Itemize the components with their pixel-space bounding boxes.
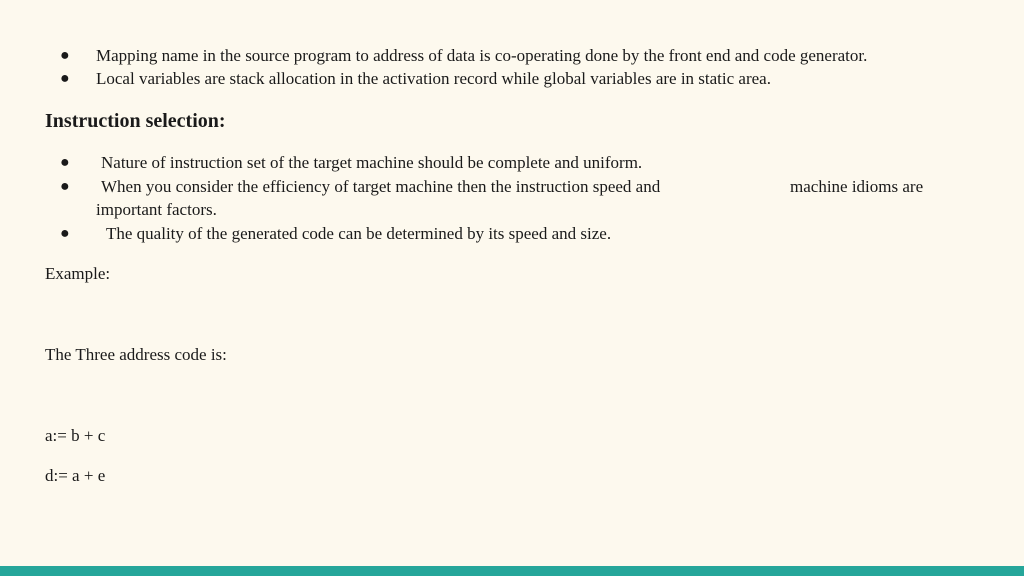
bullet-marker: ● (60, 70, 70, 87)
bottom-accent-bar (0, 566, 1024, 576)
bullet-marker: ● (60, 154, 70, 171)
bullet-marker: ● (60, 47, 70, 64)
three-address-label: The Three address code is: (45, 345, 227, 364)
bullet-marker: ● (60, 225, 70, 242)
section-heading: Instruction selection: (45, 110, 226, 132)
bullet-efficiency: When you consider the efficiency of target machine then the instruction speed and (101, 177, 661, 196)
bullet-marker: ● (60, 178, 70, 195)
bullet-mapping-name: Mapping name in the source program to address of data is co-operating done by the front end and code generator. (96, 46, 868, 65)
bullet-instruction-set: Nature of instruction set of the target machine should be complete and uniform. (101, 153, 643, 172)
bullet-local-variables: Local variables are stack allocation in the activation record while global variables are in static area. (96, 69, 771, 88)
bullet-efficiency-continued: machine idioms are (790, 177, 924, 196)
bullet-efficiency-wrap: important factors. (96, 200, 217, 219)
bullet-code-quality: The quality of the generated code can be determined by its speed and size. (106, 224, 612, 243)
example-label: Example: (45, 264, 111, 283)
code-line: d:= a + e (45, 466, 106, 485)
code-line: a:= b + c (45, 426, 106, 445)
